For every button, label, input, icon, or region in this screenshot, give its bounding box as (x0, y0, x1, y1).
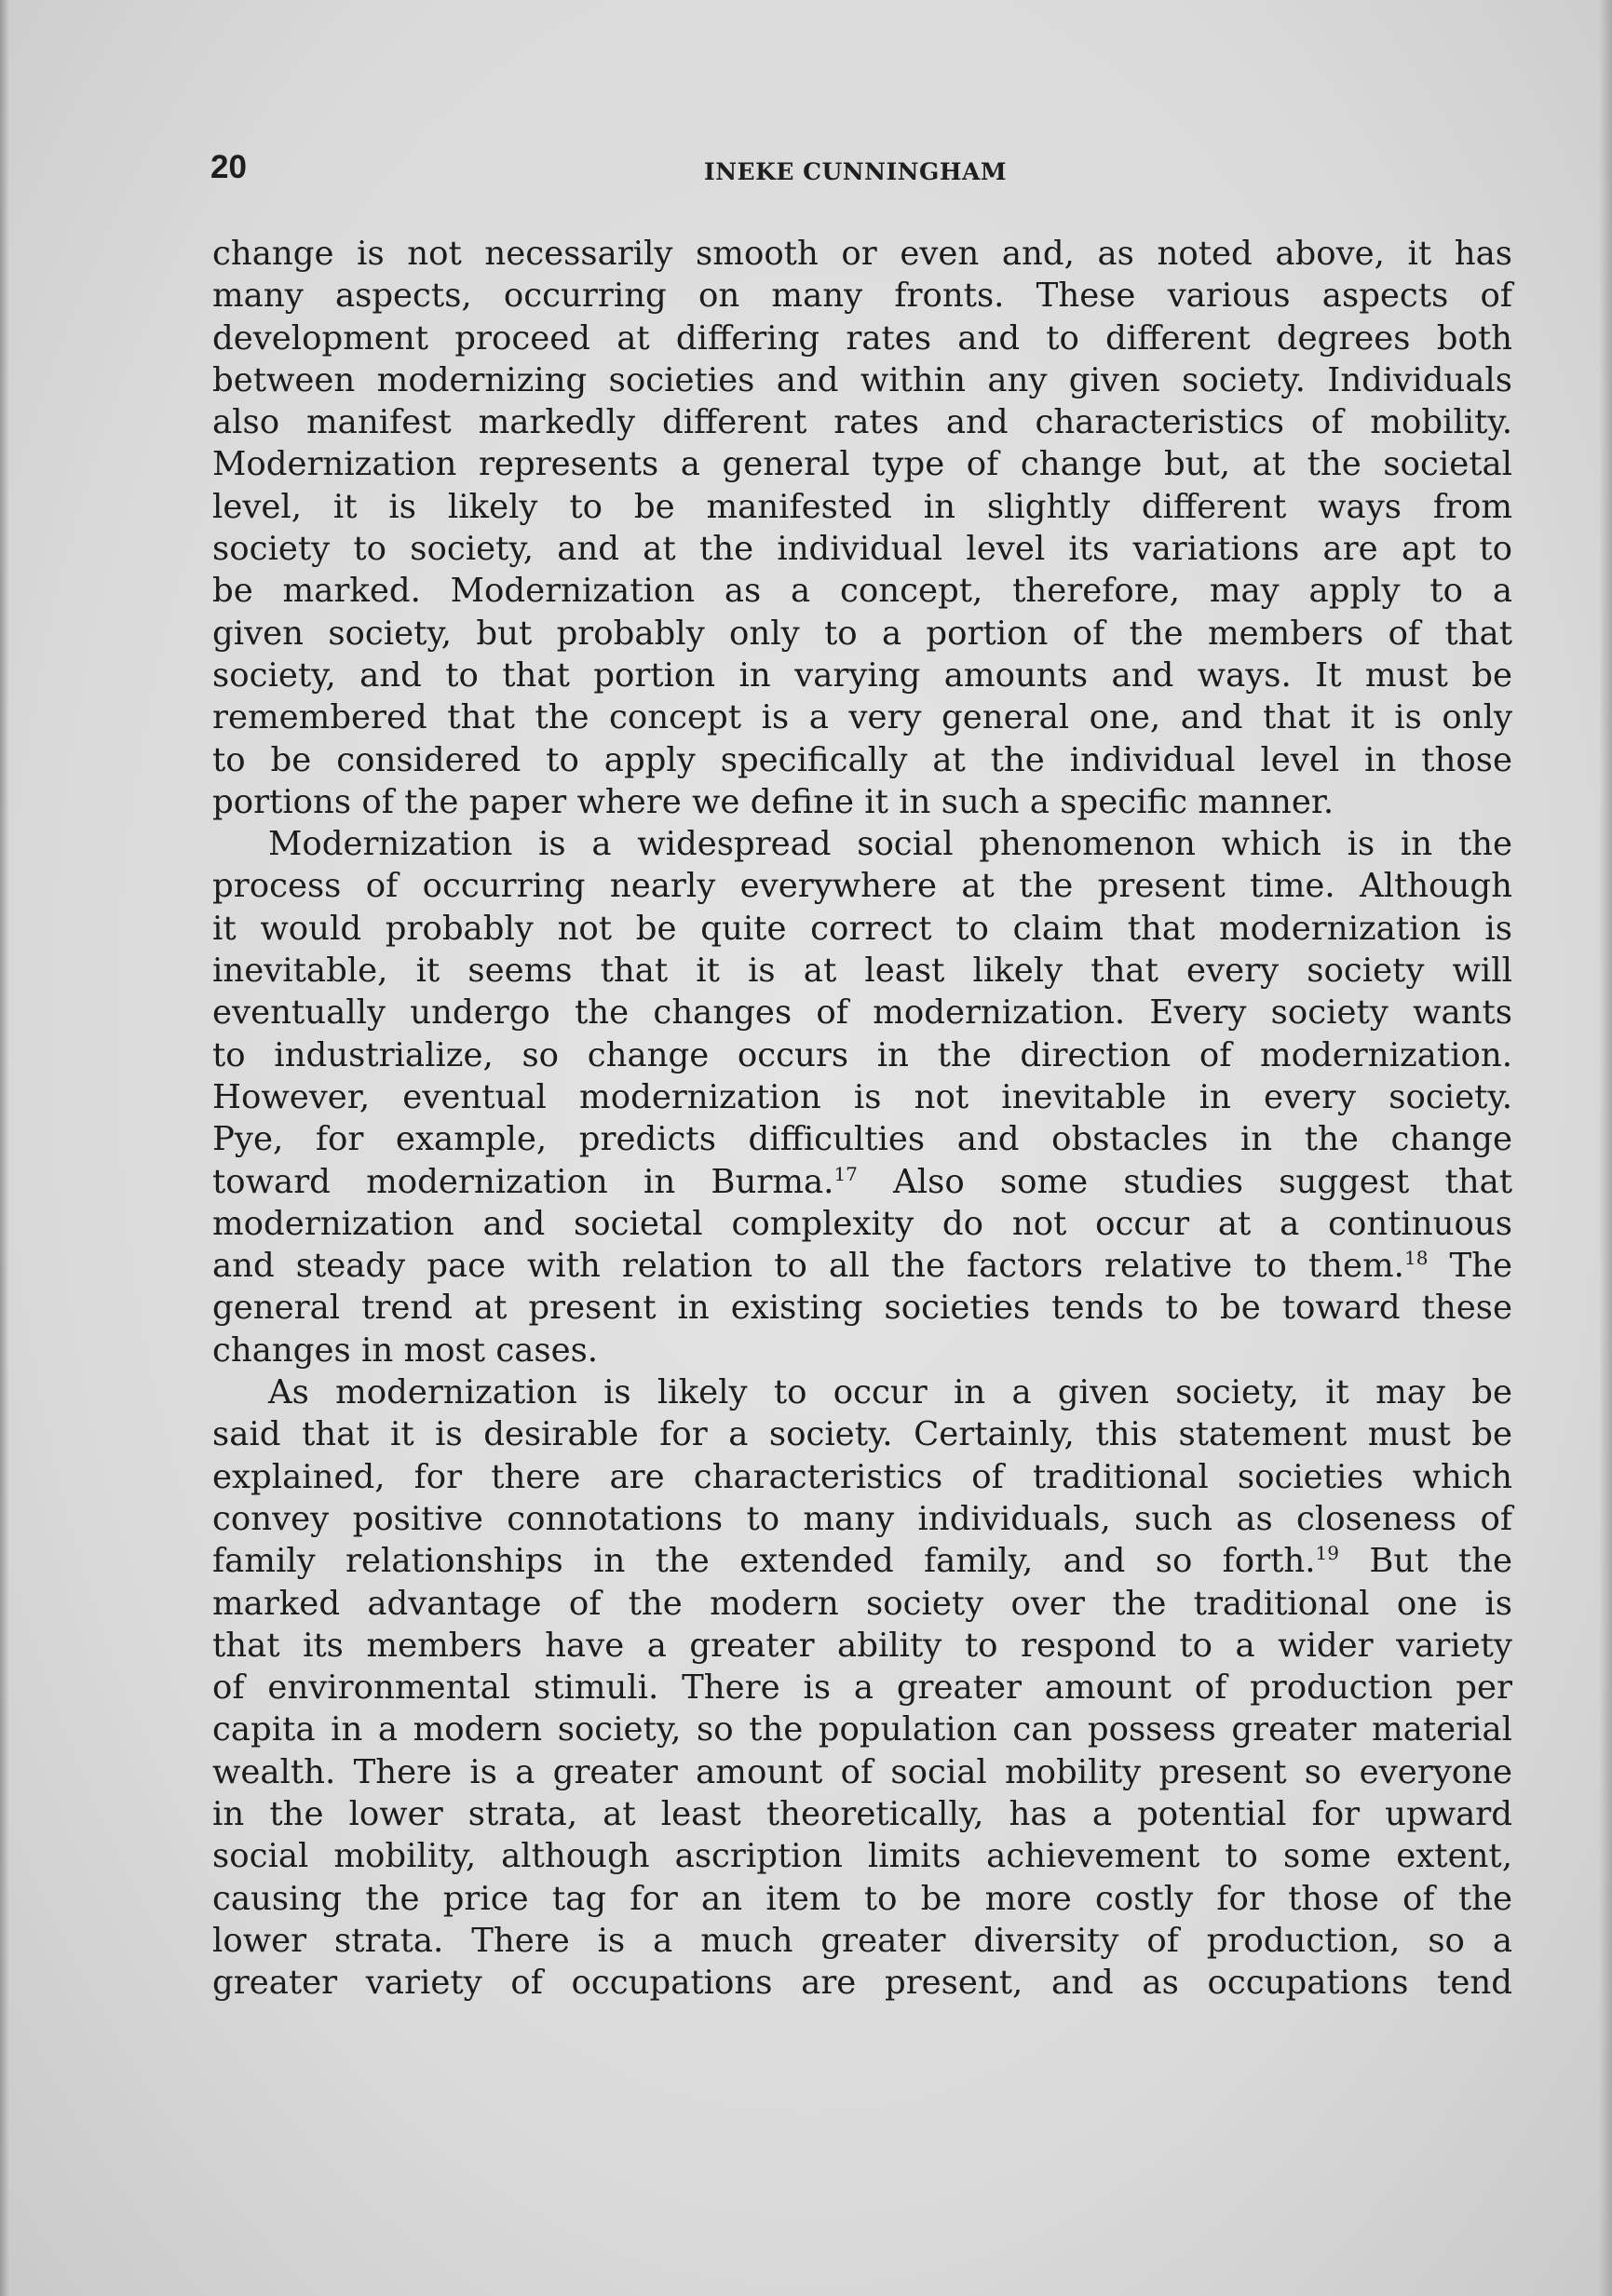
page-header (210, 149, 1514, 196)
text-line: change is not necessarily smooth or even and, as noted above, it has (212, 235, 1512, 273)
paragraph-1 (212, 233, 1512, 823)
text-line: modernization and societal complexity do not occur at a continuous (212, 1204, 1512, 1243)
text-line: between modernizing societies and within any given society. Individuals (212, 360, 1512, 399)
text-line: lower strata. There is a much greater diversity of production, so a (212, 1921, 1512, 1960)
text-line: to industrialize, so change occurs in the direction of modernization. (212, 1035, 1512, 1074)
text-line: wealth. There is a greater amount of social mobility present so everyone (212, 1752, 1512, 1791)
text-line: given society, but probably only to a portion of the members of that (212, 614, 1512, 653)
text-line: Modernization represents a general type of change but, at the societal (212, 445, 1512, 484)
text-line: said that it is desirable for a society. Certainly, this statement must be (212, 1415, 1512, 1454)
text-line: of environmental stimuli. There is a greater amount of production per (212, 1668, 1512, 1708)
text-line: also manifest markedly different rates and characteristics of mobility. (212, 403, 1512, 442)
text-line: explained, for there are characteristics of traditional societies which (212, 1457, 1512, 1496)
text-segment: Also some studies suggest that (893, 1162, 1513, 1201)
text-segment: toward modernization in Burma. (212, 1162, 834, 1201)
text-line: that its members have a greater ability to respond to a wider variety (212, 1626, 1512, 1665)
text-line: social mobility, although ascription limits achievement to some extent, (212, 1837, 1512, 1876)
text-line: it would probably not be quite correct to claim that modernization is (212, 909, 1512, 948)
text-line: society, and to that portion in varying amounts and ways. It must be (212, 655, 1512, 695)
text-segment: The (1449, 1247, 1513, 1286)
text-line: portions of the paper where we define it in such a specific manner. (212, 782, 1334, 821)
footnote-ref-18: 18 (1403, 1247, 1429, 1270)
text-line: level, it is likely to be manifested in slightly different ways from (212, 487, 1512, 526)
paragraph-2 (212, 823, 1512, 1371)
text-segment: family relationships in the extended family, and so forth. (212, 1542, 1316, 1581)
text-line: development proceed at differing rates and to different degrees both (212, 318, 1512, 358)
text-line: As modernization is likely to occur in a given society, it may be (268, 1373, 1512, 1412)
text-line-with-footnote (212, 1161, 1512, 1203)
text-line: many aspects, occurring on many fronts. These various aspects of (212, 277, 1512, 316)
text-line: eventually undergo the changes of modernization. Every society wants (212, 993, 1512, 1033)
text-line-with-footnote (212, 1245, 1512, 1287)
page-edge-shadow-left (0, 0, 9, 2296)
text-segment: and steady pace with relation to all the factors relative to them. (212, 1247, 1404, 1286)
text-line: society to society, and at the individual level its variations are apt to (212, 530, 1512, 569)
text-line: Pye, for example, predicts difficulties and obstacles in the change (212, 1120, 1512, 1159)
text-line: marked advantage of the modern society over the traditional one is (212, 1584, 1512, 1623)
text-line: capita in a modern society, so the population can possess greater material (212, 1710, 1512, 1749)
text-line: greater variety of occupations are present, and as occupations tend (212, 1964, 1512, 2003)
running-head: INEKE CUNNINGHAM (704, 158, 1008, 185)
text-line: convey positive connotations to many individuals, such as closeness of (212, 1499, 1512, 1538)
body-text (212, 233, 1512, 2004)
text-line: causing the price tag for an item to be more costly for those of the (212, 1879, 1512, 1918)
text-line-with-footnote (212, 1540, 1512, 1582)
text-line: remembered that the concept is a very general one, and that it is only (212, 698, 1512, 737)
text-line: inevitable, it seems that it is at least likely that every society will (212, 952, 1512, 991)
text-line: be marked. Modernization as a concept, therefore, may apply to a (212, 572, 1512, 611)
text-line: changes in most cases. (212, 1330, 599, 1370)
paragraph-3 (212, 1371, 1512, 2004)
page-edge-shadow-right (1599, 0, 1612, 2296)
footnote-ref-17: 17 (833, 1162, 858, 1185)
text-line: in the lower strata, at least theoretically, has a potential for upward (212, 1794, 1512, 1833)
page-number: 20 (210, 149, 247, 185)
text-line: However, eventual modernization is not inevitable in every society. (212, 1077, 1512, 1116)
text-segment: But the (1369, 1542, 1513, 1581)
text-line: process of occurring nearly everywhere at the present time. Although (212, 867, 1512, 906)
text-line: to be considered to apply specifically at the individual level in those (212, 740, 1512, 779)
footnote-ref-19: 19 (1315, 1542, 1339, 1565)
text-line: Modernization is a widespread social phenomenon which is in the (268, 825, 1512, 864)
text-line: general trend at present in existing societies tends to be toward these (212, 1289, 1512, 1328)
